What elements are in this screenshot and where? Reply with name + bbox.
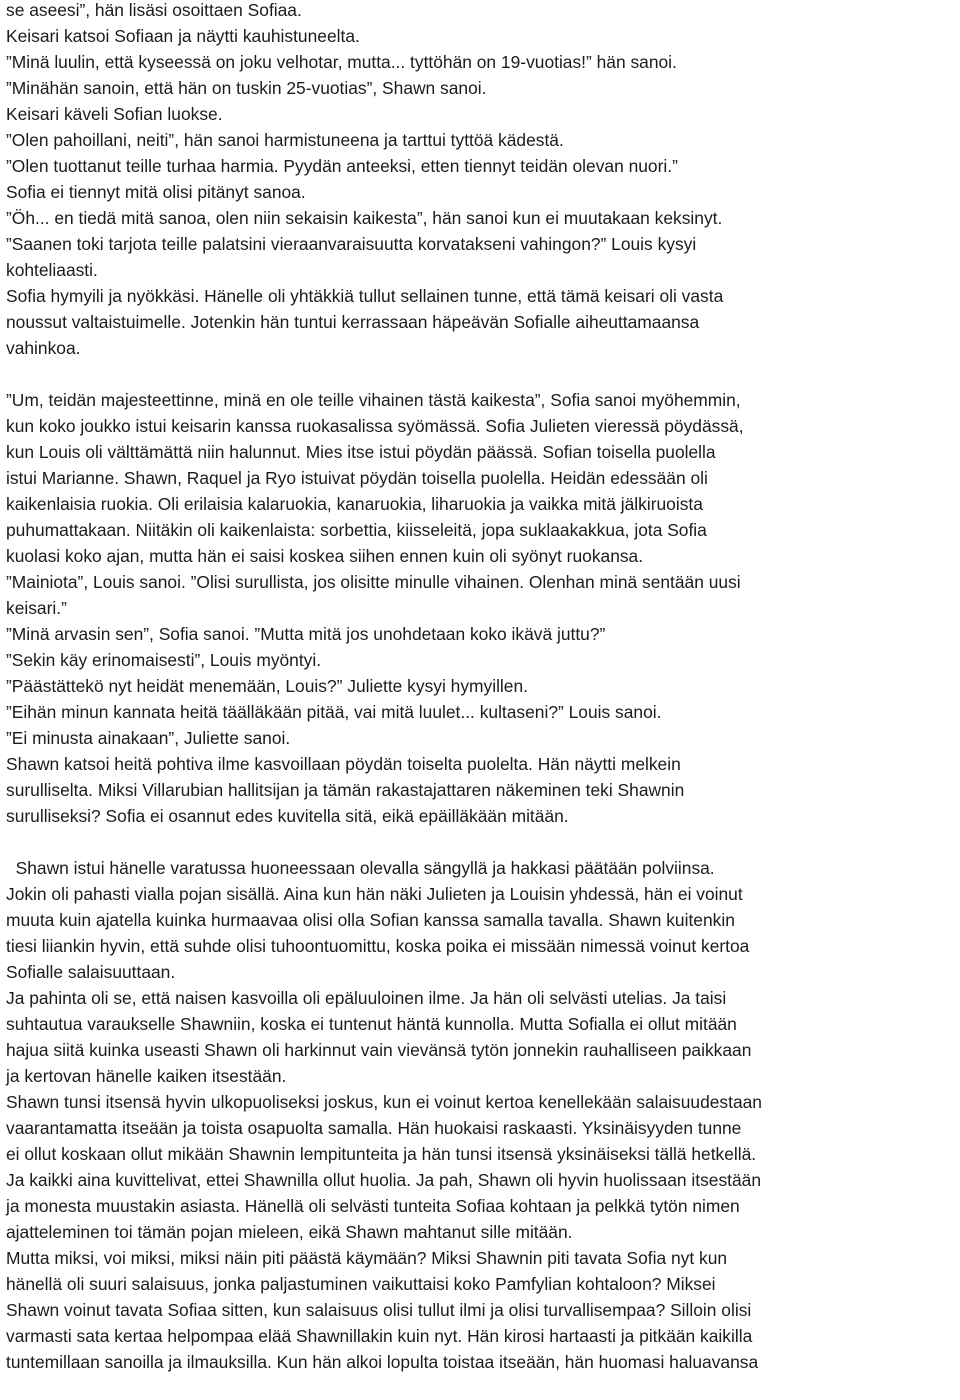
text-line: Keisari käveli Sofian luokse.	[6, 104, 223, 124]
text-line: hänellä oli suuri salaisuus, jonka paljastuminen vaikuttaisi koko Pamfylian kohtaloon? Miksei	[6, 1274, 716, 1294]
text-line: vahinkoa.	[6, 338, 81, 358]
text-line: muuta kuin ajatella kuinka hurmaavaa olisi olla Sofian kanssa samalla tavalla. Shawn kuitenkin	[6, 910, 735, 930]
text-line: ”Sekin käy erinomaisesti”, Louis myöntyi.	[6, 650, 322, 670]
paragraph-gap	[6, 829, 954, 855]
text-line: kohteliaasti.	[6, 260, 98, 280]
text-line: kuolasi koko ajan, mutta hän ei saisi koskea siihen ennen kuin oli syönyt ruokansa.	[6, 546, 644, 566]
text-line: Ja pahinta oli se, että naisen kasvoilla oli epäluuloinen ilme. Ja hän oli selvästi utelias. Ja taisi	[6, 988, 727, 1008]
text-line: Shawn tunsi itsensä hyvin ulkopuoliseksi joskus, kun ei voinut kertoa kenellekään salaisuudestaan	[6, 1092, 762, 1112]
text-line: puhumattakaan. Niitäkin oli kaikenlaista: sorbettia, kiisseleitä, jopa suklaakakkua, jota Sofia	[6, 520, 707, 540]
text-line: ja monesta muustakin asiasta. Hänellä oli selvästi tunteita Sofiaa kohtaan ja pelkkä tytön nimen	[6, 1196, 740, 1216]
text-line: suhtautua varaukselle Shawniin, koska ei tuntenut häntä kunnolla. Mutta Sofialla ei ollut mitään	[6, 1014, 737, 1034]
text-line: Sofia hymyili ja nyökkäsi. Hänelle oli yhtäkkiä tullut sellainen tunne, että tämä keisari oli vasta	[6, 286, 724, 306]
paragraph-block-3	[6, 855, 954, 1375]
text-line: ajatteleminen toi tämän pojan mieleen, eikä Shawn mahtanut sille mitään.	[6, 1222, 573, 1242]
text-line: surulliseksi? Sofia ei osannut edes kuvitella sitä, eikä epäilläkään mitään.	[6, 806, 569, 826]
text-line: ”Öh... en tiedä mitä sanoa, olen niin sekaisin kaikesta”, hän sanoi kun ei muutakaan keksinyt.	[6, 208, 723, 228]
text-line: ”Olen tuottanut teille turhaa harmia. Pyydän anteeksi, etten tiennyt teidän olevan nuori.”	[6, 156, 678, 176]
text-line: kun koko joukko istui keisarin kanssa ruokasalissa syömässä. Sofia Julieten vieressä pöydässä,	[6, 416, 744, 436]
text-line: varmasti sata kertaa helpompaa elää Shawnillakin kuin nyt. Hän kirosi hartaasti ja pitkään kaikilla	[6, 1326, 753, 1346]
text-line: surulliselta. Miksi Villarubian hallitsijan ja tämän rakastajattaren näkeminen teki Shawnin	[6, 780, 685, 800]
text-line: ”Minä luulin, että kyseessä on joku velhotar, mutta... tyttöhän on 19-vuotias!” hän sanoi.	[6, 52, 677, 72]
text-line: Jokin oli pahasti vialla pojan sisällä. Aina kun hän näki Julieten ja Louisin yhdessä, hän ei voinut	[6, 884, 743, 904]
text-line: ”Ei minusta ainakaan”, Juliette sanoi.	[6, 728, 291, 748]
paragraph-block-2	[6, 387, 954, 829]
text-line: ”Eihän minun kannata heitä täälläkään pitää, vai mitä luulet... kultaseni?” Louis sanoi.	[6, 702, 662, 722]
text-line: ”Minä arvasin sen”, Sofia sanoi. ”Mutta mitä jos unohdetaan koko ikävä juttu?”	[6, 624, 606, 644]
text-line: ”Um, teidän majesteettinne, minä en ole teille vihainen tästä kaikesta”, Sofia sanoi myöhemmin,	[6, 390, 741, 410]
text-line: Shawn istui hänelle varatussa huoneessaan olevalla sängyllä ja hakkasi päätään polviinsa.	[6, 858, 715, 878]
text-line: kun Louis oli välttämättä niin halunnut. Mies itse istui pöydän päässä. Sofian toisella puolella	[6, 442, 716, 462]
text-line: Ja kaikki aina kuvittelivat, ettei Shawnilla ollut huolia. Ja pah, Shawn oli hyvin huolissaan itsestään	[6, 1170, 761, 1190]
text-line: Shawn katsoi heitä pohtiva ilme kasvoillaan pöydän toiselta puolelta. Hän näytti melkein	[6, 754, 681, 774]
paragraph-gap	[6, 361, 954, 387]
text-line: tiesi liiankin hyvin, että suhde olisi tuhoontuomittu, koska poika ei missään nimessä voinut kertoa	[6, 936, 750, 956]
text-line: se aseesi”, hän lisäsi osoittaen Sofiaa.	[6, 0, 302, 20]
text-line: Sofialle salaisuuttaan.	[6, 962, 176, 982]
text-line: keisari.”	[6, 598, 67, 618]
text-line: ei ollut koskaan ollut mikään Shawnin lempitunteita ja hän tunsi itsensä yksinäiseksi tällä hetkellä.	[6, 1144, 757, 1164]
text-line: Keisari katsoi Sofiaan ja näytti kauhistuneelta.	[6, 26, 360, 46]
text-line: noussut valtaistuimelle. Jotenkin hän tuntui kerrassaan häpeävän Sofialle aiheuttamaansa	[6, 312, 700, 332]
text-line: Sofia ei tiennyt mitä olisi pitänyt sanoa.	[6, 182, 306, 202]
text-line: ”Minähän sanoin, että hän on tuskin 25-vuotias”, Shawn sanoi.	[6, 78, 487, 98]
text-line: ”Saanen toki tarjota teille palatsini vieraanvaraisuutta korvatakseni vahingon?” Louis kysyi	[6, 234, 697, 254]
text-line: ”Päästättekö nyt heidät menemään, Louis?” Juliette kysyi hymyillen.	[6, 676, 528, 696]
text-line: vaarantamatta itseään ja toista osapuolta samalla. Hän huokaisi raskaasti. Yksinäisyyden tunne	[6, 1118, 742, 1138]
text-line: ”Olen pahoillani, neiti”, hän sanoi harmistuneena ja tarttui tyttöä kädestä.	[6, 130, 564, 150]
text-line: Shawn voinut tavata Sofiaa sitten, kun salaisuus olisi tullut ilmi ja olisi turvallisempaa? Silloin olisi	[6, 1300, 752, 1320]
text-line: kaikenlaisia ruokia. Oli erilaisia kalaruokia, kanaruokia, liharuokia ja vaikka mitä jälkiruoista	[6, 494, 703, 514]
text-line: ”Mainiota”, Louis sanoi. ”Olisi surullista, jos olisitte minulle vihainen. Olenhan minä sentään uusi	[6, 572, 741, 592]
text-line: Mutta miksi, voi miksi, miksi näin piti päästä käymään? Miksi Shawnin piti tavata Sofia nyt kun	[6, 1248, 728, 1268]
text-line: tuntemillaan sanoilla ja ilmauksilla. Kun hän alkoi lopulta toistaa itseään, hän huomasi haluavansa	[6, 1352, 759, 1372]
paragraph-block-1	[6, 0, 954, 361]
text-line: hajua siitä kuinka useasti Shawn oli harkinnut vain vievänsä tytön jonnekin rauhalliseen paikkaan	[6, 1040, 752, 1060]
text-line: istui Marianne. Shawn, Raquel ja Ryo istuivat pöydän toisella puolella. Heidän edessään oli	[6, 468, 708, 488]
text-line: ja kertovan hänelle kaiken itsestään.	[6, 1066, 287, 1086]
